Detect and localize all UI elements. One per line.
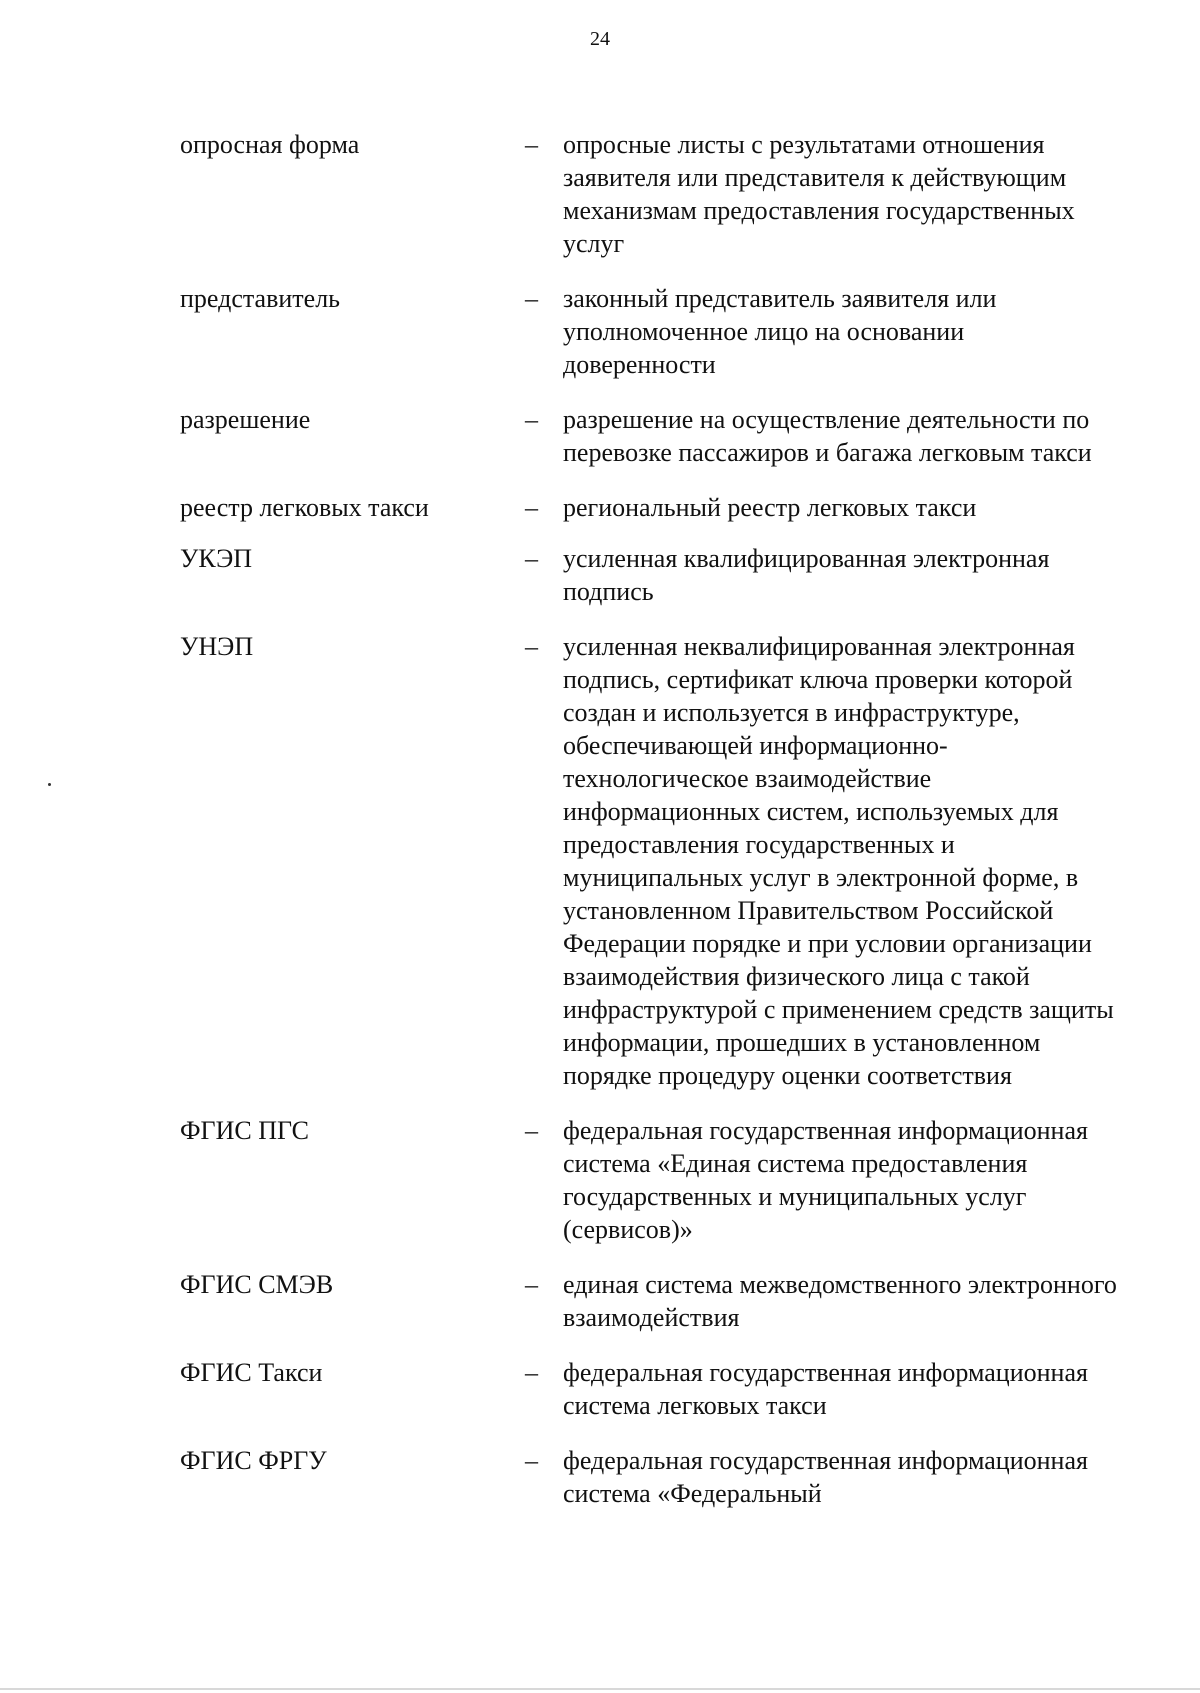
glossary-dash: – xyxy=(525,1116,538,1145)
scan-speck xyxy=(48,783,51,786)
glossary-term: ФГИС ФРГУ xyxy=(180,1446,327,1475)
glossary-term: опросная форма xyxy=(180,130,360,159)
glossary-dash: – xyxy=(525,284,538,313)
glossary-entry xyxy=(0,282,1200,381)
glossary-term: разрешение xyxy=(180,405,311,434)
glossary-term: ФГИС СМЭВ xyxy=(180,1270,334,1299)
glossary-definition: региональный реестр легковых такси xyxy=(563,493,977,522)
glossary-definition: единая система межведомственного электронного взаимодействия xyxy=(563,1270,1117,1332)
glossary-entry xyxy=(0,1268,1200,1334)
glossary-entry xyxy=(0,128,1200,260)
page-number: 24 xyxy=(590,28,610,50)
glossary-definition: федеральная государственная информационная система «Единая система предоставления государственных и муниципальных услуг (сервисов)» xyxy=(563,1116,1088,1244)
glossary-list xyxy=(0,128,1200,1510)
glossary-entry xyxy=(0,1114,1200,1246)
glossary-entry xyxy=(0,1356,1200,1422)
glossary-dash: – xyxy=(525,493,538,522)
glossary-term: реестр легковых такси xyxy=(180,493,429,522)
glossary-definition: усиленная неквалифицированная электронная подпись, сертификат ключа проверки которой создан и используется в инфраструктуре, обеспечивающей информационно-технологическое взаимодействие информационных систем, используемых для предоставления государственных и муниципальных услуг в электронной форме, в установленном Правительством Российской Федерации порядке и при условии организации взаимодействия физического лица с такой инфраструктурой с применением средств защиты информации, прошедших в установленном порядке процедуру оценки соответствия xyxy=(563,632,1114,1090)
glossary-term: УНЭП xyxy=(180,632,254,661)
glossary-definition: опросные листы с результатами отношения заявителя или представителя к действующим механизмам предоставления государственных услуг xyxy=(563,130,1075,258)
glossary-entry xyxy=(0,542,1200,608)
glossary-dash: – xyxy=(525,1446,538,1475)
scan-bottom-edge xyxy=(0,1688,1200,1690)
glossary-definition: усиленная квалифицированная электронная подпись xyxy=(563,544,1050,606)
glossary-term: УКЭП xyxy=(180,544,253,573)
glossary-dash: – xyxy=(525,405,538,434)
glossary-dash: – xyxy=(525,1270,538,1299)
glossary-definition: федеральная государственная информационная система легковых такси xyxy=(563,1358,1088,1420)
glossary-entry xyxy=(0,491,1200,524)
glossary-dash: – xyxy=(525,130,538,159)
glossary-term: ФГИС ПГС xyxy=(180,1116,309,1145)
glossary-entry xyxy=(0,630,1200,1092)
glossary-entry xyxy=(0,403,1200,469)
glossary-entry xyxy=(0,1444,1200,1510)
glossary-definition: федеральная государственная информационная система «Федеральный xyxy=(563,1446,1088,1508)
glossary-definition: разрешение на осуществление деятельности по перевозке пассажиров и багажа легковым такси xyxy=(563,405,1092,467)
glossary-term: ФГИС Такси xyxy=(180,1358,323,1387)
glossary-dash: – xyxy=(525,544,538,573)
glossary-definition: законный представитель заявителя или уполномоченное лицо на основании доверенности xyxy=(563,284,997,379)
glossary-dash: – xyxy=(525,632,538,661)
glossary-dash: – xyxy=(525,1358,538,1387)
glossary-term: представитель xyxy=(180,284,341,313)
